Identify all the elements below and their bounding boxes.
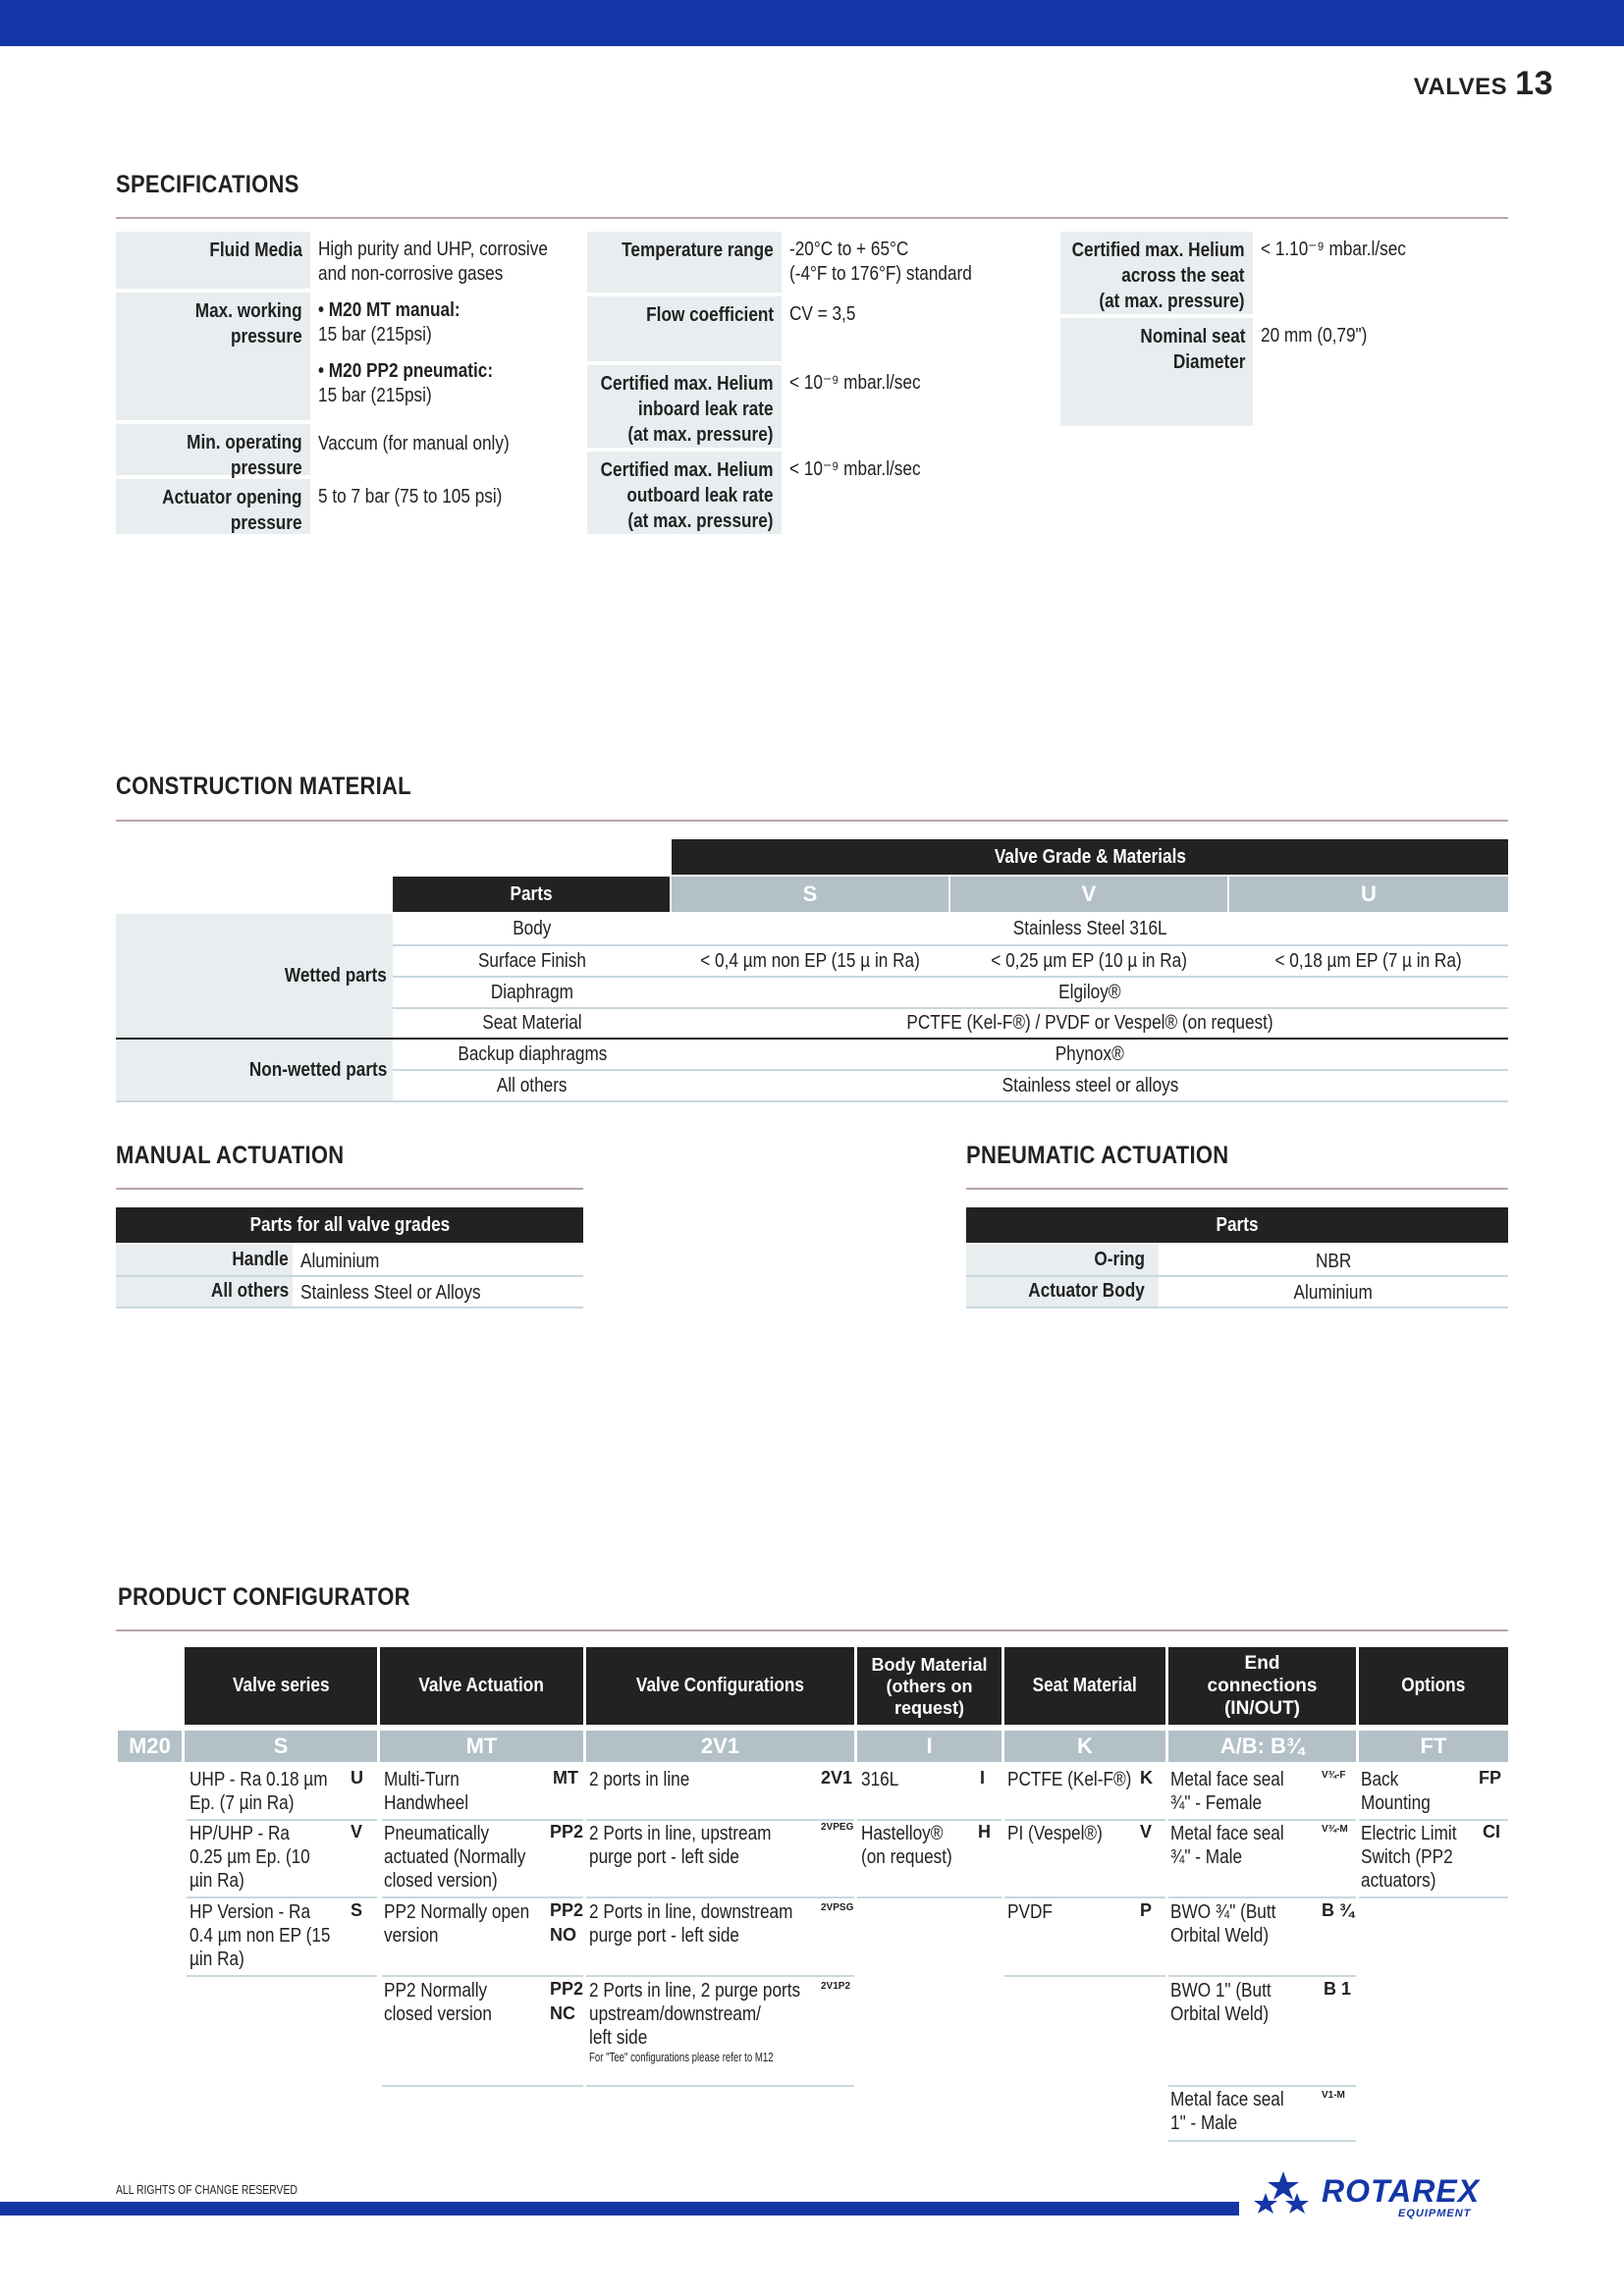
configuration-option: 2 Ports in line, 2 purge ports upstream/downstream/ left side For "Tee" configurations please refer to M12	[589, 1980, 801, 2064]
row-separator	[966, 1275, 1508, 1277]
end-connection-code: V¾-F	[1322, 1770, 1346, 1781]
spec-value: -20°C to + 65°C (-4°F to 176°F) standard	[789, 239, 972, 285]
row-separator	[586, 1896, 854, 1898]
spec-value: Vaccum (for manual only)	[318, 433, 510, 454]
row-separator	[116, 1275, 583, 1277]
part-backup-diaphragms: Backup diaphragms	[457, 1042, 608, 1065]
value-all-others: Stainless steel or alloys	[1001, 1074, 1178, 1096]
option-code: CI	[1483, 1822, 1500, 1842]
example-body-material: I	[857, 1731, 1001, 1762]
configuration-code: 2VPSG	[821, 1902, 854, 1913]
construction-title: CONSTRUCTION MATERIAL	[116, 773, 411, 800]
product-configurator-title: PRODUCT CONFIGURATOR	[118, 1583, 410, 1611]
divider	[116, 820, 1508, 822]
spec-value: CV = 3,5	[789, 303, 856, 325]
actuation-option: Pneumatically actuated (Normally closed version)	[384, 1823, 526, 1892]
spec-column-3	[1060, 232, 1512, 399]
part-diaphragm: Diaphragm	[490, 981, 574, 1003]
spec-value: < 10⁻⁹ mbar.l/sec	[789, 372, 921, 394]
row-separator	[1359, 1819, 1508, 1821]
pneumatic-part-value: NBR	[1315, 1250, 1352, 1272]
grade-s: S	[672, 877, 948, 912]
row-separator	[187, 1819, 377, 1821]
header-body-material: Body Material (others on request)	[857, 1647, 1001, 1725]
pneumatic-part-label: Actuator Body	[1028, 1280, 1145, 1302]
series-code: V	[351, 1822, 363, 1842]
example-configuration: 2V1	[586, 1731, 854, 1762]
value-finish-u: < 0,18 µm EP (7 µ in Ra)	[1274, 949, 1463, 972]
example-actuation: MT	[380, 1731, 583, 1762]
body-material-code: I	[980, 1768, 986, 1788]
spec-label: Certified max. Helium across the seat (at max. pressure)	[1060, 232, 1253, 314]
pneumatic-actuation-title: PNEUMATIC ACTUATION	[966, 1142, 1229, 1169]
example-option: FT	[1359, 1731, 1508, 1762]
non-wetted-parts-label: Non-wetted parts	[248, 1058, 387, 1081]
header-options: Options	[1359, 1647, 1508, 1725]
page-header	[1414, 65, 1553, 103]
manual-header: Parts for all valve grades	[116, 1207, 583, 1243]
end-connection-option: Metal face seal 1" - Male	[1170, 2089, 1284, 2134]
grade-u: U	[1229, 877, 1508, 912]
brand-subtitle: EQUIPMENT	[1398, 2208, 1472, 2219]
actuation-option: PP2 Normally open version	[384, 1901, 530, 1947]
option-item: Back Mounting	[1361, 1769, 1431, 1814]
configuration-code: 2V1	[821, 1768, 853, 1788]
spec-value: < 10⁻⁹ mbar.l/sec	[789, 458, 921, 480]
row-separator	[1168, 1896, 1356, 1898]
seat-material-code: K	[1140, 1768, 1153, 1788]
end-connection-option: Metal face seal ¾" - Female	[1170, 1769, 1284, 1814]
section-name: VALVES	[1413, 74, 1508, 100]
actuation-option: Multi-Turn Handwheel	[384, 1769, 469, 1814]
row-separator	[1168, 1975, 1356, 1977]
bottom-bar	[0, 2202, 1239, 2216]
spec-value: High purity and UHP, corrosive and non-corrosive gases	[318, 239, 548, 285]
spec-label: Flow coefficient	[587, 296, 782, 361]
example-end-connection: A/B: B¾	[1168, 1731, 1356, 1762]
configuration-option: 2 Ports in line, upstream purge port - left side	[589, 1823, 772, 1868]
row-separator	[187, 1975, 377, 1977]
end-connection-option: BWO ¾" (Butt Orbital Weld)	[1170, 1901, 1276, 1947]
example-series: S	[185, 1731, 377, 1762]
row-separator	[382, 1819, 583, 1821]
value-backup-diaphragms: Phynox®	[1055, 1042, 1125, 1065]
row-separator	[382, 1975, 583, 1977]
row-separator	[1168, 2140, 1356, 2142]
specifications-title: SPECIFICATIONS	[116, 171, 299, 198]
row-separator	[1359, 1896, 1508, 1898]
series-code: U	[351, 1768, 363, 1788]
row-separator	[116, 1100, 1508, 1102]
pneumatic-part-label: O-ring	[1094, 1249, 1145, 1270]
part-surface-finish: Surface Finish	[478, 949, 586, 972]
divider	[966, 1188, 1508, 1190]
header-valve-configurations: Valve Configurations	[586, 1647, 854, 1725]
end-connection-code: B 1	[1324, 1979, 1352, 1999]
header-valve-actuation: Valve Actuation	[380, 1647, 583, 1725]
example-model: M20	[118, 1731, 182, 1762]
row-separator	[586, 2085, 854, 2087]
row-separator	[586, 1819, 854, 1821]
actuation-option: PP2 Normally closed version	[384, 1980, 492, 2025]
wetted-parts-label: Wetted parts	[285, 964, 387, 987]
series-code: S	[351, 1900, 363, 1920]
row-separator	[966, 1307, 1508, 1308]
manual-part-label: Handle	[232, 1249, 289, 1270]
manual-part-value: Aluminium	[300, 1250, 380, 1272]
row-separator	[382, 2085, 583, 2087]
seat-material-option: PI (Vespel®)	[1007, 1823, 1103, 1844]
divider	[116, 1629, 1508, 1631]
row-separator	[1004, 1896, 1165, 1898]
manual-part-value: Stainless Steel or Alloys	[300, 1281, 481, 1304]
part-all-others: All others	[497, 1074, 568, 1096]
row-separator	[116, 1307, 583, 1308]
series-option: HP Version - Ra 0.4 µm non EP (15 µin Ra)	[189, 1901, 331, 1970]
body-material-code: H	[978, 1822, 991, 1842]
configuration-option: 2 ports in line	[589, 1769, 690, 1790]
manual-actuation-title: MANUAL ACTUATION	[116, 1142, 345, 1169]
spec-column-2	[587, 232, 1058, 536]
configuration-code: 2V1P2	[821, 1981, 851, 1992]
value-diaphragm: Elgiloy®	[1058, 981, 1121, 1003]
row-separator	[1004, 1975, 1165, 1977]
divider	[116, 1188, 583, 1190]
spec-value: • M20 MT manual: 15 bar (215psi) • M20 PP2 pneumatic: 15 bar (215psi)	[318, 299, 494, 406]
option-item: Electric Limit Switch (PP2 actuators)	[1361, 1823, 1457, 1892]
spec-label: Certified max. Helium inboard leak rate (at max. pressure)	[587, 365, 782, 448]
row-separator	[1004, 1819, 1165, 1821]
spec-column-1	[116, 232, 636, 536]
row-separator	[1168, 2085, 1356, 2087]
top-bar	[0, 0, 1624, 46]
header-end-connections: End connections (IN/OUT)	[1168, 1647, 1356, 1725]
spec-label: Temperature range	[587, 232, 782, 293]
series-option: HP/UHP - Ra 0.25 µm Ep. (10 µin Ra)	[189, 1823, 310, 1892]
pneumatic-header: Parts	[966, 1207, 1508, 1243]
end-connection-option: BWO 1" (Butt Orbital Weld)	[1170, 1980, 1272, 2025]
end-connection-option: Metal face seal ¾" - Male	[1170, 1823, 1284, 1868]
seat-material-code: P	[1140, 1900, 1153, 1920]
brand-name: ROTAREX	[1322, 2173, 1481, 2209]
manual-part-label: All others	[210, 1280, 289, 1302]
pneumatic-part-value: Aluminium	[1293, 1281, 1374, 1304]
row-separator	[857, 1819, 1001, 1821]
valve-grade-header: Valve Grade & Materials	[672, 839, 1508, 875]
parts-header: Parts	[393, 877, 670, 912]
spec-label: Min. operating pressure	[116, 424, 310, 475]
actuation-code: PP2 NC	[550, 1979, 584, 2023]
spec-value: 5 to 7 bar (75 to 105 psi)	[318, 486, 503, 507]
divider	[116, 217, 1508, 219]
rights-notice: ALL RIGHTS OF CHANGE RESERVED	[116, 2182, 298, 2197]
body-material-option: 316L	[861, 1769, 899, 1790]
row-separator	[187, 1896, 377, 1898]
rotarex-stars-logo	[1253, 2171, 1314, 2220]
spec-label: Max. working pressure	[116, 293, 310, 420]
seat-material-option: PCTFE (Kel-F®)	[1007, 1769, 1132, 1790]
part-body: Body	[513, 918, 552, 939]
seat-material-code: V	[1140, 1822, 1153, 1842]
example-seat-material: K	[1004, 1731, 1165, 1762]
header-seat-material: Seat Material	[1004, 1647, 1165, 1725]
value-finish-v: < 0,25 µm EP (10 µ in Ra)	[991, 949, 1187, 972]
spec-label: Fluid Media	[116, 232, 310, 289]
spec-label: Nominal seat Diameter	[1060, 318, 1253, 426]
grade-v: V	[950, 877, 1227, 912]
end-connection-code: B ¾	[1322, 1900, 1355, 1920]
row-separator	[586, 1975, 854, 1977]
option-code: FP	[1479, 1768, 1502, 1788]
row-separator	[857, 1896, 1001, 1898]
configuration-code: 2VPEG	[821, 1822, 854, 1833]
actuation-code: PP2 NO	[550, 1900, 584, 1945]
actuation-code: PP2	[550, 1822, 584, 1842]
row-separator	[1168, 1819, 1356, 1821]
part-seat-material: Seat Material	[482, 1012, 582, 1034]
body-material-option: Hastelloy® (on request)	[861, 1823, 952, 1868]
series-option: UHP - Ra 0.18 µm Ep. (7 µin Ra)	[189, 1769, 328, 1814]
configuration-option: 2 Ports in line, downstream purge port - left side	[589, 1901, 793, 1947]
seat-material-option: PVDF	[1007, 1901, 1053, 1923]
end-connection-code: V¾-M	[1322, 1824, 1348, 1835]
header-valve-series: Valve series	[185, 1647, 377, 1725]
end-connection-code: V1-M	[1322, 2090, 1345, 2101]
page-number: 13	[1515, 65, 1553, 102]
spec-value: < 1.10⁻⁹ mbar.l/sec	[1261, 239, 1406, 260]
spec-value: 20 mm (0,79")	[1261, 325, 1368, 347]
spec-label: Certified max. Helium outboard leak rate (at max. pressure)	[587, 452, 782, 534]
spec-label: Actuator opening pressure	[116, 479, 310, 534]
value-seat-material: PCTFE (Kel-F®) / PVDF or Vespel® (on request)	[906, 1012, 1273, 1034]
value-finish-s: < 0,4 µm non EP (15 µ in Ra)	[700, 949, 920, 972]
value-body: Stainless Steel 316L	[1012, 918, 1167, 939]
actuation-code: MT	[553, 1768, 578, 1788]
row-separator	[382, 1896, 583, 1898]
